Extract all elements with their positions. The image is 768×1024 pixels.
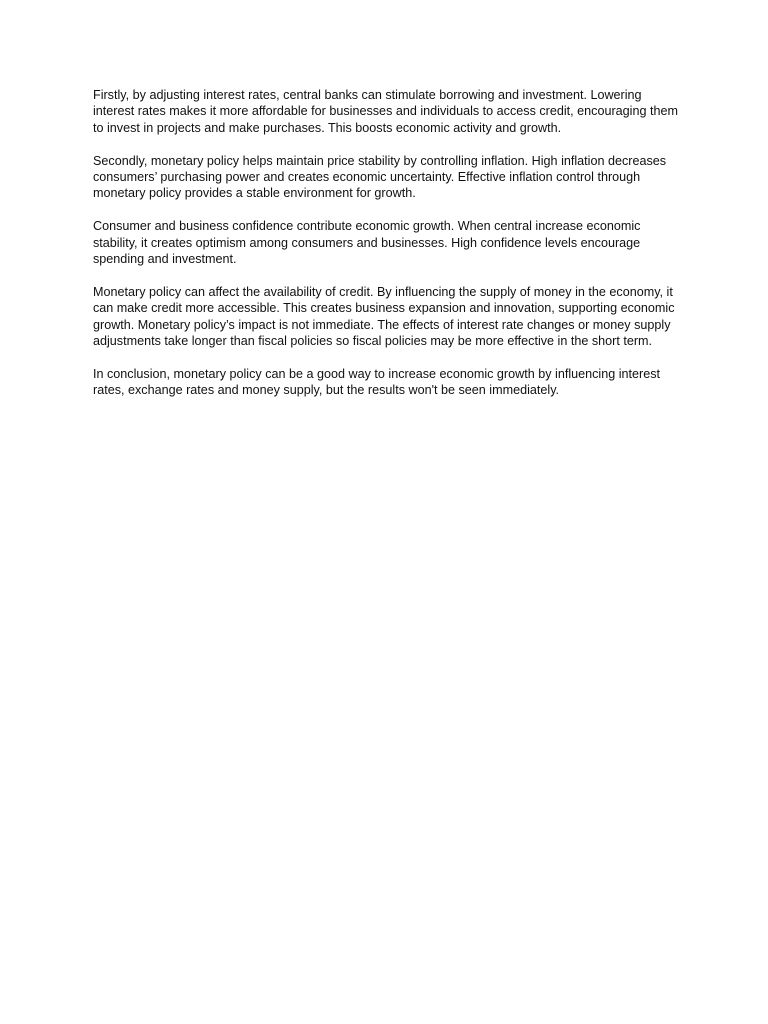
paragraph-conclusion: In conclusion, monetary policy can be a good way to increase economic growth by influencing interest rates, exchange rates and money supply, but the results won't be seen immediately. (93, 366, 661, 398)
paragraph-price-stability: Secondly, monetary policy helps maintain price stability by controlling inflation. High inflation decreases consumers’ purchasing power and creates economic uncertainty. Effective inflation control through monetary policy provides a stable environment for growth. (93, 153, 667, 201)
paragraph-interest-rates: Firstly, by adjusting interest rates, central banks can stimulate borrowing and investment. Lowering interest rates makes it more affordable for businesses and individuals to access credit, encouraging them to invest in projects and make purchases. This boosts economic activity and growth. (93, 88, 678, 135)
paragraph-confidence: Consumer and business confidence contribute economic growth. When central increase economic stability, it creates optimism among consumers and businesses. High confidence levels encourage spending and investment. (93, 219, 641, 267)
document-body (93, 87, 681, 399)
paragraph-credit-availability: Monetary policy can affect the availability of credit. By influencing the supply of money in the economy, it can make credit more accessible. This creates business expansion and innovation, supporting economic growth. Monetary policy’s impact is not immediate. The effects of interest rate changes or money supply adjustments take longer than fiscal policies so fiscal policies may be more effective in the short term. (93, 284, 675, 349)
